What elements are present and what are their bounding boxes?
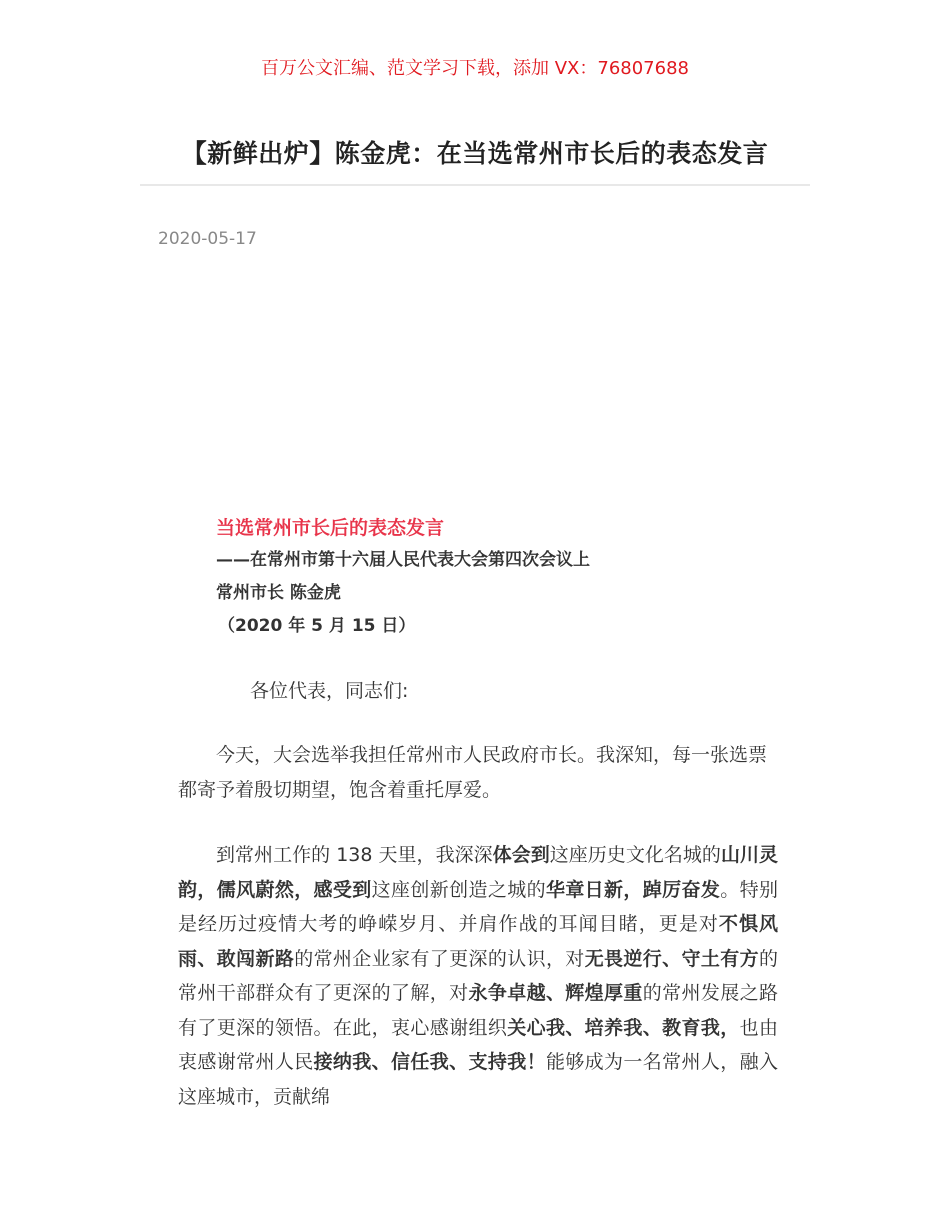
bold-segment: 接纳我、信任我、支持我！ (313, 1051, 546, 1073)
text-segment: 。特别是经历过疫情大考的峥嵘岁月、并肩作战的耳闻目睹，更是对 (178, 878, 778, 935)
text-segment: 的常州发展之路有了更深的领悟。在此，衷心感谢组织 (178, 982, 778, 1039)
text-segment: 的常州企业家有了更深的认识，对 (294, 947, 585, 970)
text-segment: 这座创新创造之城的 (371, 878, 546, 901)
paragraph-1: 今天，大会选举我担任常州市人民政府市长。我深知，每一张选票都寄予着殷切期望，饱含着重托厚爱。 (178, 744, 768, 801)
bold-segment: 关心我、培养我、教育我， (507, 1016, 740, 1039)
speech-greeting: 各位代表，同志们: (250, 680, 409, 702)
bold-segment: 体会到 (492, 844, 550, 866)
text-segment: 能够成为一名常州人，融入这座城市，贡献绵 (178, 1051, 778, 1108)
text-segment: 这座历史文化名城的 (549, 844, 721, 866)
publish-date: 2020-05-17 (158, 229, 257, 249)
bold-segment: 山川灵韵，儒风蔚然，感受到 (178, 844, 778, 901)
speech-title: 当选常州市长后的表态发言 (216, 517, 445, 539)
promo-banner: 百万公文汇编、范文学习下载，添加 VX：76807688 (261, 58, 689, 79)
text-segment: 的常州干部群众有了更深的了解，对 (178, 947, 778, 1004)
bold-segment: 不惧风雨、敢闯新路 (178, 913, 778, 970)
bold-segment: 无畏逆行、守土有方 (584, 947, 759, 970)
paragraph-2 (178, 838, 778, 1114)
speech-date: （2020 年 5 月 15 日） (218, 616, 416, 636)
text-segment: 到常州工作的 138 天里，我深深 (216, 844, 493, 866)
bold-segment: 永争卓越、辉煌厚重 (468, 982, 643, 1004)
page-title: 【新鲜出炉】陈金虎：在当选常州市长后的表态发言 (181, 139, 769, 168)
speech-speaker: 常州市长 陈金虎 (216, 583, 341, 603)
speech-subtitle: ——在常州市第十六届人民代表大会第四次会议上 (216, 550, 590, 570)
bold-segment: 华章日新，踔厉奋发 (545, 878, 721, 901)
speech-header (216, 512, 776, 643)
title-divider (140, 184, 810, 186)
text-segment: 也由衷感谢常州人民 (178, 1016, 778, 1073)
